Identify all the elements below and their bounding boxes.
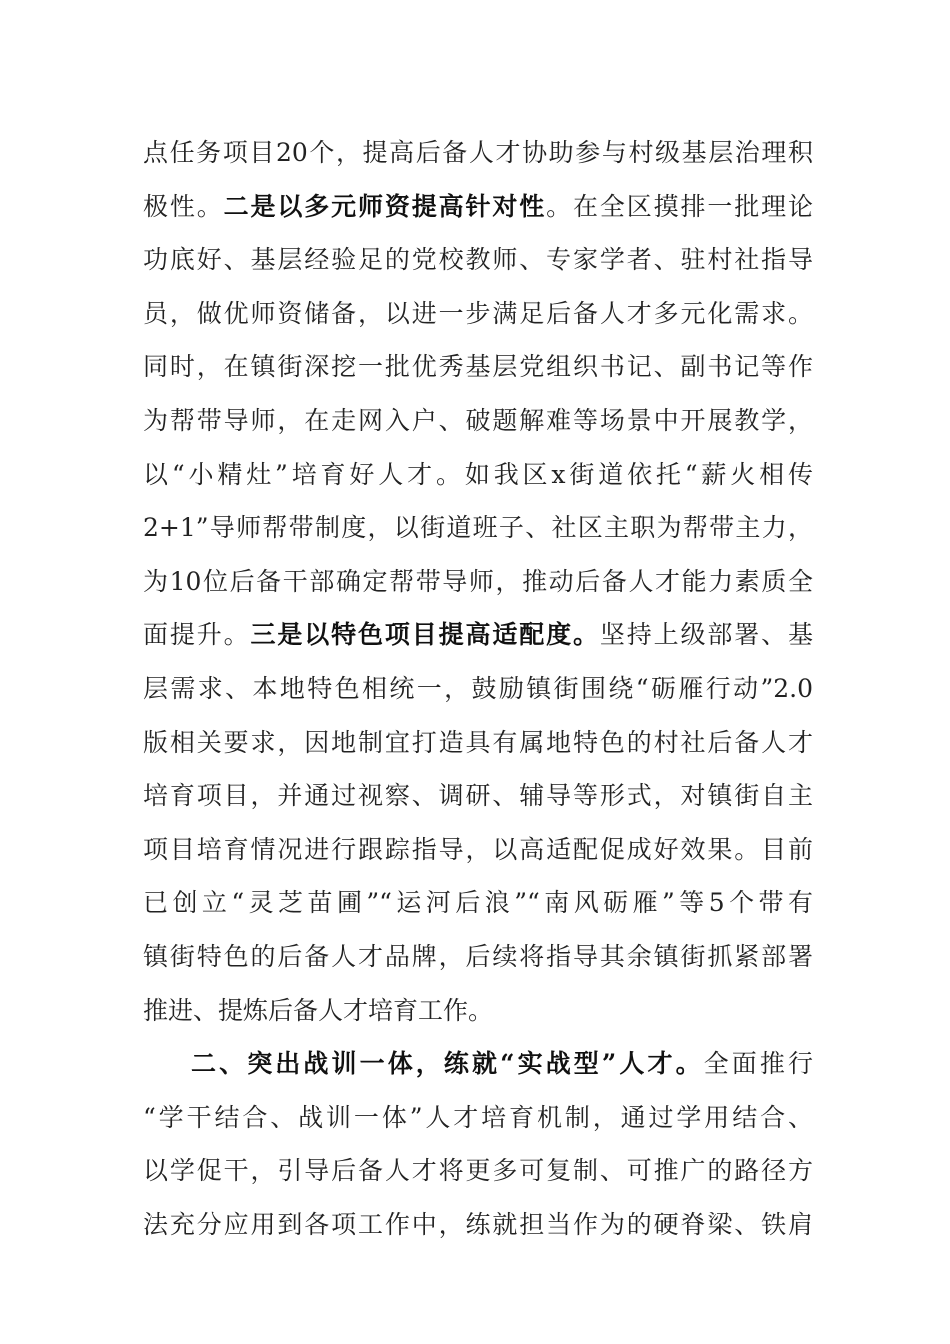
body-text-run: 版相关要求，因地制宜打造具有属地特色的村社后备人才	[143, 727, 813, 757]
body-text-run: 培育项目，并通过视察、调研、辅导等形式，对镇街自主	[143, 781, 813, 811]
bold-heading-text: 二、突出战训一体，练就“实战型”人才。	[191, 1049, 704, 1079]
body-text-run: 面提升。	[143, 620, 251, 650]
body-text-run: 以学促干，引导后备人才将更多可复制、可推广的路径方	[143, 1156, 813, 1186]
text-line	[143, 984, 813, 1038]
text-line	[143, 769, 813, 823]
text-line	[143, 930, 813, 984]
text-line	[143, 662, 813, 716]
body-text-run: 法充分应用到各项工作中，练就担当作为的硬脊梁、铁肩	[143, 1209, 813, 1239]
body-text-run: 推进、提炼后备人才培育工作。	[143, 995, 494, 1025]
body-text-run: 点任务项目20个，提高后备人才协助参与村级基层治理积	[143, 138, 813, 167]
text-line	[143, 823, 813, 877]
body-text-run: 为10位后备干部确定帮带导师，推动后备人才能力素质全	[143, 566, 813, 596]
body-text-run: 项目培育情况进行跟踪指导，以高适配促成好效果。目前	[143, 834, 813, 864]
text-line	[143, 394, 813, 448]
text-line	[143, 555, 813, 609]
body-text-run: 功底好、基层经验足的党校教师、专家学者、驻村社指导	[143, 245, 813, 275]
body-text-run: 同时，在镇街深挖一批优秀基层党组织书记、副书记等作	[143, 352, 813, 382]
body-text-run: 层需求、本地特色相统一，鼓励镇街围绕“砺雁行动”2.0	[143, 673, 813, 703]
text-line	[143, 287, 813, 341]
text-line	[143, 1091, 813, 1145]
body-text	[143, 126, 813, 1251]
body-text-run: 全面推行	[703, 1049, 813, 1079]
body-text-run: 。在全区摸排一批理论	[546, 191, 813, 221]
body-text-run: 坚持上级部署、基	[599, 620, 813, 650]
body-text-run: “学干结合、战训一体”人才培育机制，通过学用结合、	[143, 1102, 813, 1132]
text-line	[143, 716, 813, 770]
body-text-run: 2+1”导师帮带制度，以街道班子、社区主职为帮带主力，	[143, 513, 813, 543]
text-line	[143, 608, 813, 662]
body-text-run: 以“小精灶”培育好人才。如我区x街道依托“薪火相传	[143, 459, 813, 489]
text-line	[143, 1037, 813, 1091]
bold-heading-text: 三是以特色项目提高适配度。	[250, 620, 600, 650]
text-line	[143, 876, 813, 930]
body-text-run: 已创立“灵芝苗圃”“运河后浪”“南风砺雁”等5个带有	[143, 888, 813, 918]
text-line	[143, 126, 813, 180]
text-line	[143, 180, 813, 234]
bold-heading-text: 二是以多元师资提高针对性	[223, 191, 547, 221]
text-line	[143, 1198, 813, 1252]
text-line	[143, 501, 813, 555]
text-line	[143, 1144, 813, 1198]
body-text-run: 为帮带导师，在走网入户、破题解难等场景中开展教学，	[143, 405, 813, 435]
text-line	[143, 448, 813, 502]
text-line	[143, 233, 813, 287]
body-text-run: 员，做优师资储备，以进一步满足后备人才多元化需求。	[143, 298, 813, 328]
text-line	[143, 340, 813, 394]
body-text-run: 极性。	[143, 191, 224, 221]
body-text-run: 镇街特色的后备人才品牌，后续将指导其余镇街抓紧部署	[143, 941, 813, 971]
